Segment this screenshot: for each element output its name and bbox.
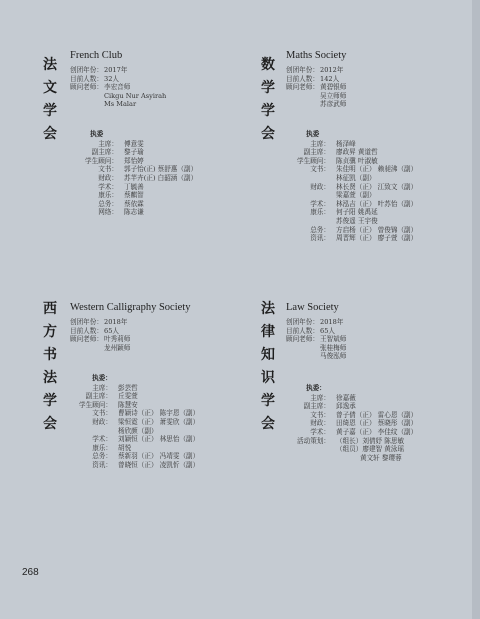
club-name: Western Calligraphy Society <box>70 302 191 313</box>
committee-members: 黄文轩 黎璎蓉 <box>360 453 402 462</box>
committee-heading: 执委： <box>306 384 326 392</box>
committee-members: 徐嘉薇 <box>336 393 356 402</box>
club-name: Maths Society <box>286 50 347 61</box>
committee-members: 蔡依霖 <box>124 199 144 208</box>
info-label: 顾问老师： <box>286 83 319 92</box>
committee-role: 学生顾问： <box>85 156 118 165</box>
committee-role: 财政： <box>98 173 118 182</box>
info-value: 65人 <box>104 326 119 335</box>
committee-role: 主席： <box>92 383 112 392</box>
committee-role: 康乐： <box>310 208 330 217</box>
committee-row <box>80 140 197 149</box>
info-label: 顾问老师： <box>286 335 319 344</box>
committee-role: 副主席： <box>91 148 118 157</box>
committee-row <box>74 392 199 401</box>
title-char: 会 <box>43 126 57 142</box>
committee-row <box>80 165 197 174</box>
committee-role: 网络： <box>98 208 118 217</box>
title-char: 学 <box>261 80 275 96</box>
info-label: 目前人数： <box>70 326 103 335</box>
title-char: 西 <box>43 301 57 317</box>
info-label: 目前人数： <box>70 74 103 83</box>
club-info <box>286 66 346 109</box>
committee-row <box>282 402 417 411</box>
info-value: 苏彦武师 <box>320 100 347 109</box>
committee-role: 财政： <box>310 419 330 428</box>
title-char: 书 <box>43 347 57 363</box>
committee-role: 康乐： <box>92 443 112 452</box>
committee-role: 活动策划： <box>297 436 330 445</box>
committee-members: 曾子倩（正） 雷心恩（副） <box>336 410 418 419</box>
committee-heading: 执委 <box>306 130 320 138</box>
info-label <box>286 92 320 101</box>
info-label: 创团年份： <box>70 66 103 74</box>
committee-role: 主席： <box>98 139 118 148</box>
committee-row <box>292 226 417 235</box>
committee <box>80 130 197 217</box>
committee-row <box>282 419 417 428</box>
committee-members: 杨泽峰 <box>336 139 356 148</box>
committee-members: 蔡新羽（正） 冯靖雯（副） <box>118 452 200 461</box>
page-number: 268 <box>22 567 39 578</box>
committee-role <box>282 445 330 454</box>
club-info <box>286 318 346 361</box>
committee-role <box>282 454 354 463</box>
committee-members: 彭芸哲 <box>118 383 138 392</box>
committee-members: 胡悦 <box>118 443 132 452</box>
committee-row <box>292 208 417 217</box>
title-char: 方 <box>43 324 57 340</box>
committee-members: 杨欣颜（副） <box>118 426 158 435</box>
committee-role: 学术： <box>92 435 112 444</box>
title-char: 法 <box>261 301 275 317</box>
committee-members: 曾晓恒（正） 凌凯忻（副） <box>118 460 200 469</box>
committee-role: 总务： <box>310 225 330 234</box>
committee-role: 财政： <box>92 417 112 426</box>
committee-members: 丁毓善 <box>124 182 144 191</box>
title-char: 知 <box>261 347 275 363</box>
info-value: 龙州颖师 <box>104 343 131 352</box>
title-char: 法 <box>43 57 57 73</box>
committee-role <box>74 427 112 436</box>
committee-role <box>292 174 330 183</box>
committee-members: （组长）刘倩妤 陈思敏 <box>336 436 405 445</box>
committee-row <box>74 427 199 436</box>
committee-row <box>74 435 199 444</box>
title-char: 会 <box>261 126 275 142</box>
committee-heading: 执委： <box>92 374 112 382</box>
club-name: Law Society <box>286 302 339 313</box>
committee-role: 学生顾问： <box>79 400 112 409</box>
info-row <box>70 92 166 101</box>
committee-role: 资讯： <box>310 234 330 243</box>
committee-members: 蔡麒智 <box>124 191 144 200</box>
committee-members: 陈志谦 <box>124 208 144 217</box>
info-row <box>70 66 166 75</box>
committee-members: 林泓吉（正） 叶苏怡（副） <box>336 199 418 208</box>
committee-role <box>292 191 330 200</box>
committee-row <box>282 428 417 437</box>
committee <box>74 374 199 470</box>
committee-role: 总务： <box>92 452 112 461</box>
page-edge <box>472 0 480 619</box>
club-vertical-title <box>258 58 278 143</box>
committee-role: 总务： <box>98 199 118 208</box>
committee-members: 黎子瑜 <box>124 148 144 157</box>
info-value: 张桂梅师 <box>320 343 347 352</box>
committee-members: 丘雯萱 <box>118 392 138 401</box>
committee-role: 文书： <box>310 165 330 174</box>
title-char: 学 <box>261 393 275 409</box>
info-value: 吴立师师 <box>320 91 347 100</box>
title-char: 学 <box>43 103 57 119</box>
club-info <box>70 66 166 109</box>
committee <box>282 384 417 462</box>
info-value: 142人 <box>320 74 340 83</box>
title-char: 学 <box>261 103 275 119</box>
info-row <box>286 66 346 75</box>
committee-row <box>292 140 417 149</box>
committee-row <box>74 418 199 427</box>
info-value: 2018年 <box>104 318 128 326</box>
info-row <box>70 344 130 353</box>
committee-role: 文书： <box>92 409 112 418</box>
info-row <box>70 318 130 327</box>
committee-row <box>282 454 417 463</box>
info-row <box>70 83 166 92</box>
committee-row <box>292 217 417 226</box>
info-value: 65人 <box>320 326 335 335</box>
info-value: 2012年 <box>320 66 344 74</box>
committee-role: 康乐： <box>98 191 118 200</box>
committee-row <box>292 183 417 192</box>
info-row <box>286 83 346 92</box>
committee-role: 文书： <box>98 165 118 174</box>
committee-row <box>80 208 197 217</box>
title-char: 识 <box>261 370 275 386</box>
info-row <box>70 75 166 84</box>
info-value: Cikgu Nur Asyirah <box>104 91 167 100</box>
committee-members: 林长贤（正） 江致文（副） <box>336 182 418 191</box>
committee-members: 田绮恩（正） 蔡晓彤（副） <box>336 419 418 428</box>
committee-row <box>74 384 199 393</box>
club-name: French Club <box>70 50 123 61</box>
info-value: 2018年 <box>320 318 344 326</box>
info-label: 顾问老师： <box>70 335 103 344</box>
title-char: 数 <box>261 57 275 73</box>
info-label: 目前人数： <box>286 326 319 335</box>
committee-row <box>74 409 199 418</box>
committee-role: 学术： <box>310 199 330 208</box>
info-value: 李宏音师 <box>104 83 131 92</box>
committee-row <box>80 148 197 157</box>
committee-members: 林征凯（副） <box>336 173 376 182</box>
committee-row <box>292 191 417 200</box>
info-row <box>286 75 346 84</box>
info-row <box>286 335 346 344</box>
info-row <box>286 352 346 361</box>
info-row <box>70 100 166 109</box>
committee-role: 学生顾问： <box>297 156 330 165</box>
committee-row <box>80 191 197 200</box>
committee-row <box>292 148 417 157</box>
committee-role: 主席： <box>310 139 330 148</box>
committee-role: 主席： <box>310 393 330 402</box>
committee-members: 方启杨（正） 曾俊锦（副） <box>336 225 418 234</box>
info-row <box>70 335 130 344</box>
info-label: 创团年份： <box>286 318 319 326</box>
committee-members: 傅意雯 <box>124 139 144 148</box>
info-label <box>70 92 104 101</box>
title-char: 文 <box>43 80 57 96</box>
info-value: 黄碧银师 <box>320 83 347 92</box>
info-label <box>70 100 104 109</box>
committee-members: 刘颖恒（正） 林思怡（副） <box>118 435 200 444</box>
info-label: 顾问老师： <box>70 83 103 92</box>
info-label <box>286 100 320 109</box>
committee-row <box>80 183 197 192</box>
committee-members: 廖政昇 黄道哲 <box>336 148 378 157</box>
committee <box>292 130 417 243</box>
info-label <box>286 352 320 361</box>
committee-role <box>292 217 330 226</box>
club-vertical-title <box>40 302 60 433</box>
club-vertical-title <box>40 58 60 143</box>
title-char: 学 <box>43 393 57 409</box>
info-label: 创团年份： <box>70 318 103 326</box>
committee-members: 何子阳 姚禹延 <box>336 208 378 217</box>
committee-members: 周晋辉（正） 廖子萱（副） <box>336 234 418 243</box>
committee-row <box>282 445 417 454</box>
info-value: 叶秀莉师 <box>104 335 131 344</box>
info-label <box>286 344 320 353</box>
info-label: 创团年份： <box>286 66 319 74</box>
committee-row <box>74 461 199 470</box>
club-vertical-title <box>258 302 278 433</box>
committee-role: 资讯： <box>92 460 112 469</box>
committee-role: 副主席： <box>303 148 330 157</box>
committee-members: 邱逸承 <box>336 402 356 411</box>
committee-row <box>80 174 197 183</box>
info-row <box>286 100 346 109</box>
committee-role: 文书： <box>310 410 330 419</box>
committee-role: 副主席： <box>303 402 330 411</box>
committee-role: 学术： <box>310 427 330 436</box>
info-row <box>286 318 346 327</box>
info-row <box>70 327 130 336</box>
committee-row <box>292 174 417 183</box>
title-char: 法 <box>43 370 57 386</box>
title-char: 律 <box>261 324 275 340</box>
committee-row <box>292 165 417 174</box>
committee-members: 苏芊卉(正) 白韶涵（副） <box>124 173 198 182</box>
committee-heading: 执委 <box>90 130 104 138</box>
title-char: 会 <box>261 416 275 432</box>
committee-members: 朱佳明（正） 赖昶沸（副） <box>336 165 418 174</box>
committee-role: 学术： <box>98 182 118 191</box>
committee-role: 副主席： <box>85 392 112 401</box>
committee-members: （组员）廖建智 黄泳瑶 <box>336 445 405 454</box>
info-row <box>286 327 346 336</box>
committee-row <box>282 437 417 446</box>
info-value: 马俊泓师 <box>320 352 347 361</box>
committee-members: 梁恒霓（正） 萧雯欣（副） <box>118 417 200 426</box>
committee-row <box>282 394 417 403</box>
committee-members: 郭子怡(正) 蔡舒惠（副） <box>124 165 198 174</box>
club-info <box>70 318 130 352</box>
info-label <box>70 344 104 353</box>
title-char: 会 <box>43 416 57 432</box>
committee-members: 梁嘉萱（副） <box>336 191 376 200</box>
committee-row <box>74 452 199 461</box>
committee-members: 郑怡婷 <box>124 156 144 165</box>
committee-role: 财政： <box>310 182 330 191</box>
committee-members: 曹颖诗（正） 陈宇恩（副） <box>118 409 200 418</box>
info-value: 2017年 <box>104 66 128 74</box>
committee-members: 陈慧安 <box>118 400 138 409</box>
committee-members: 陈贞骥 叶淑敏 <box>336 156 378 165</box>
info-value: Ms Malar <box>104 100 137 109</box>
committee-members: 苏俊遥 王宇俊 <box>336 216 378 225</box>
info-value: 王智斌师 <box>320 335 347 344</box>
info-value: 32人 <box>104 74 119 83</box>
committee-members: 黄子嘉（正） 李佳纹（副） <box>336 427 418 436</box>
committee-row <box>292 234 417 243</box>
info-label: 目前人数： <box>286 74 319 83</box>
